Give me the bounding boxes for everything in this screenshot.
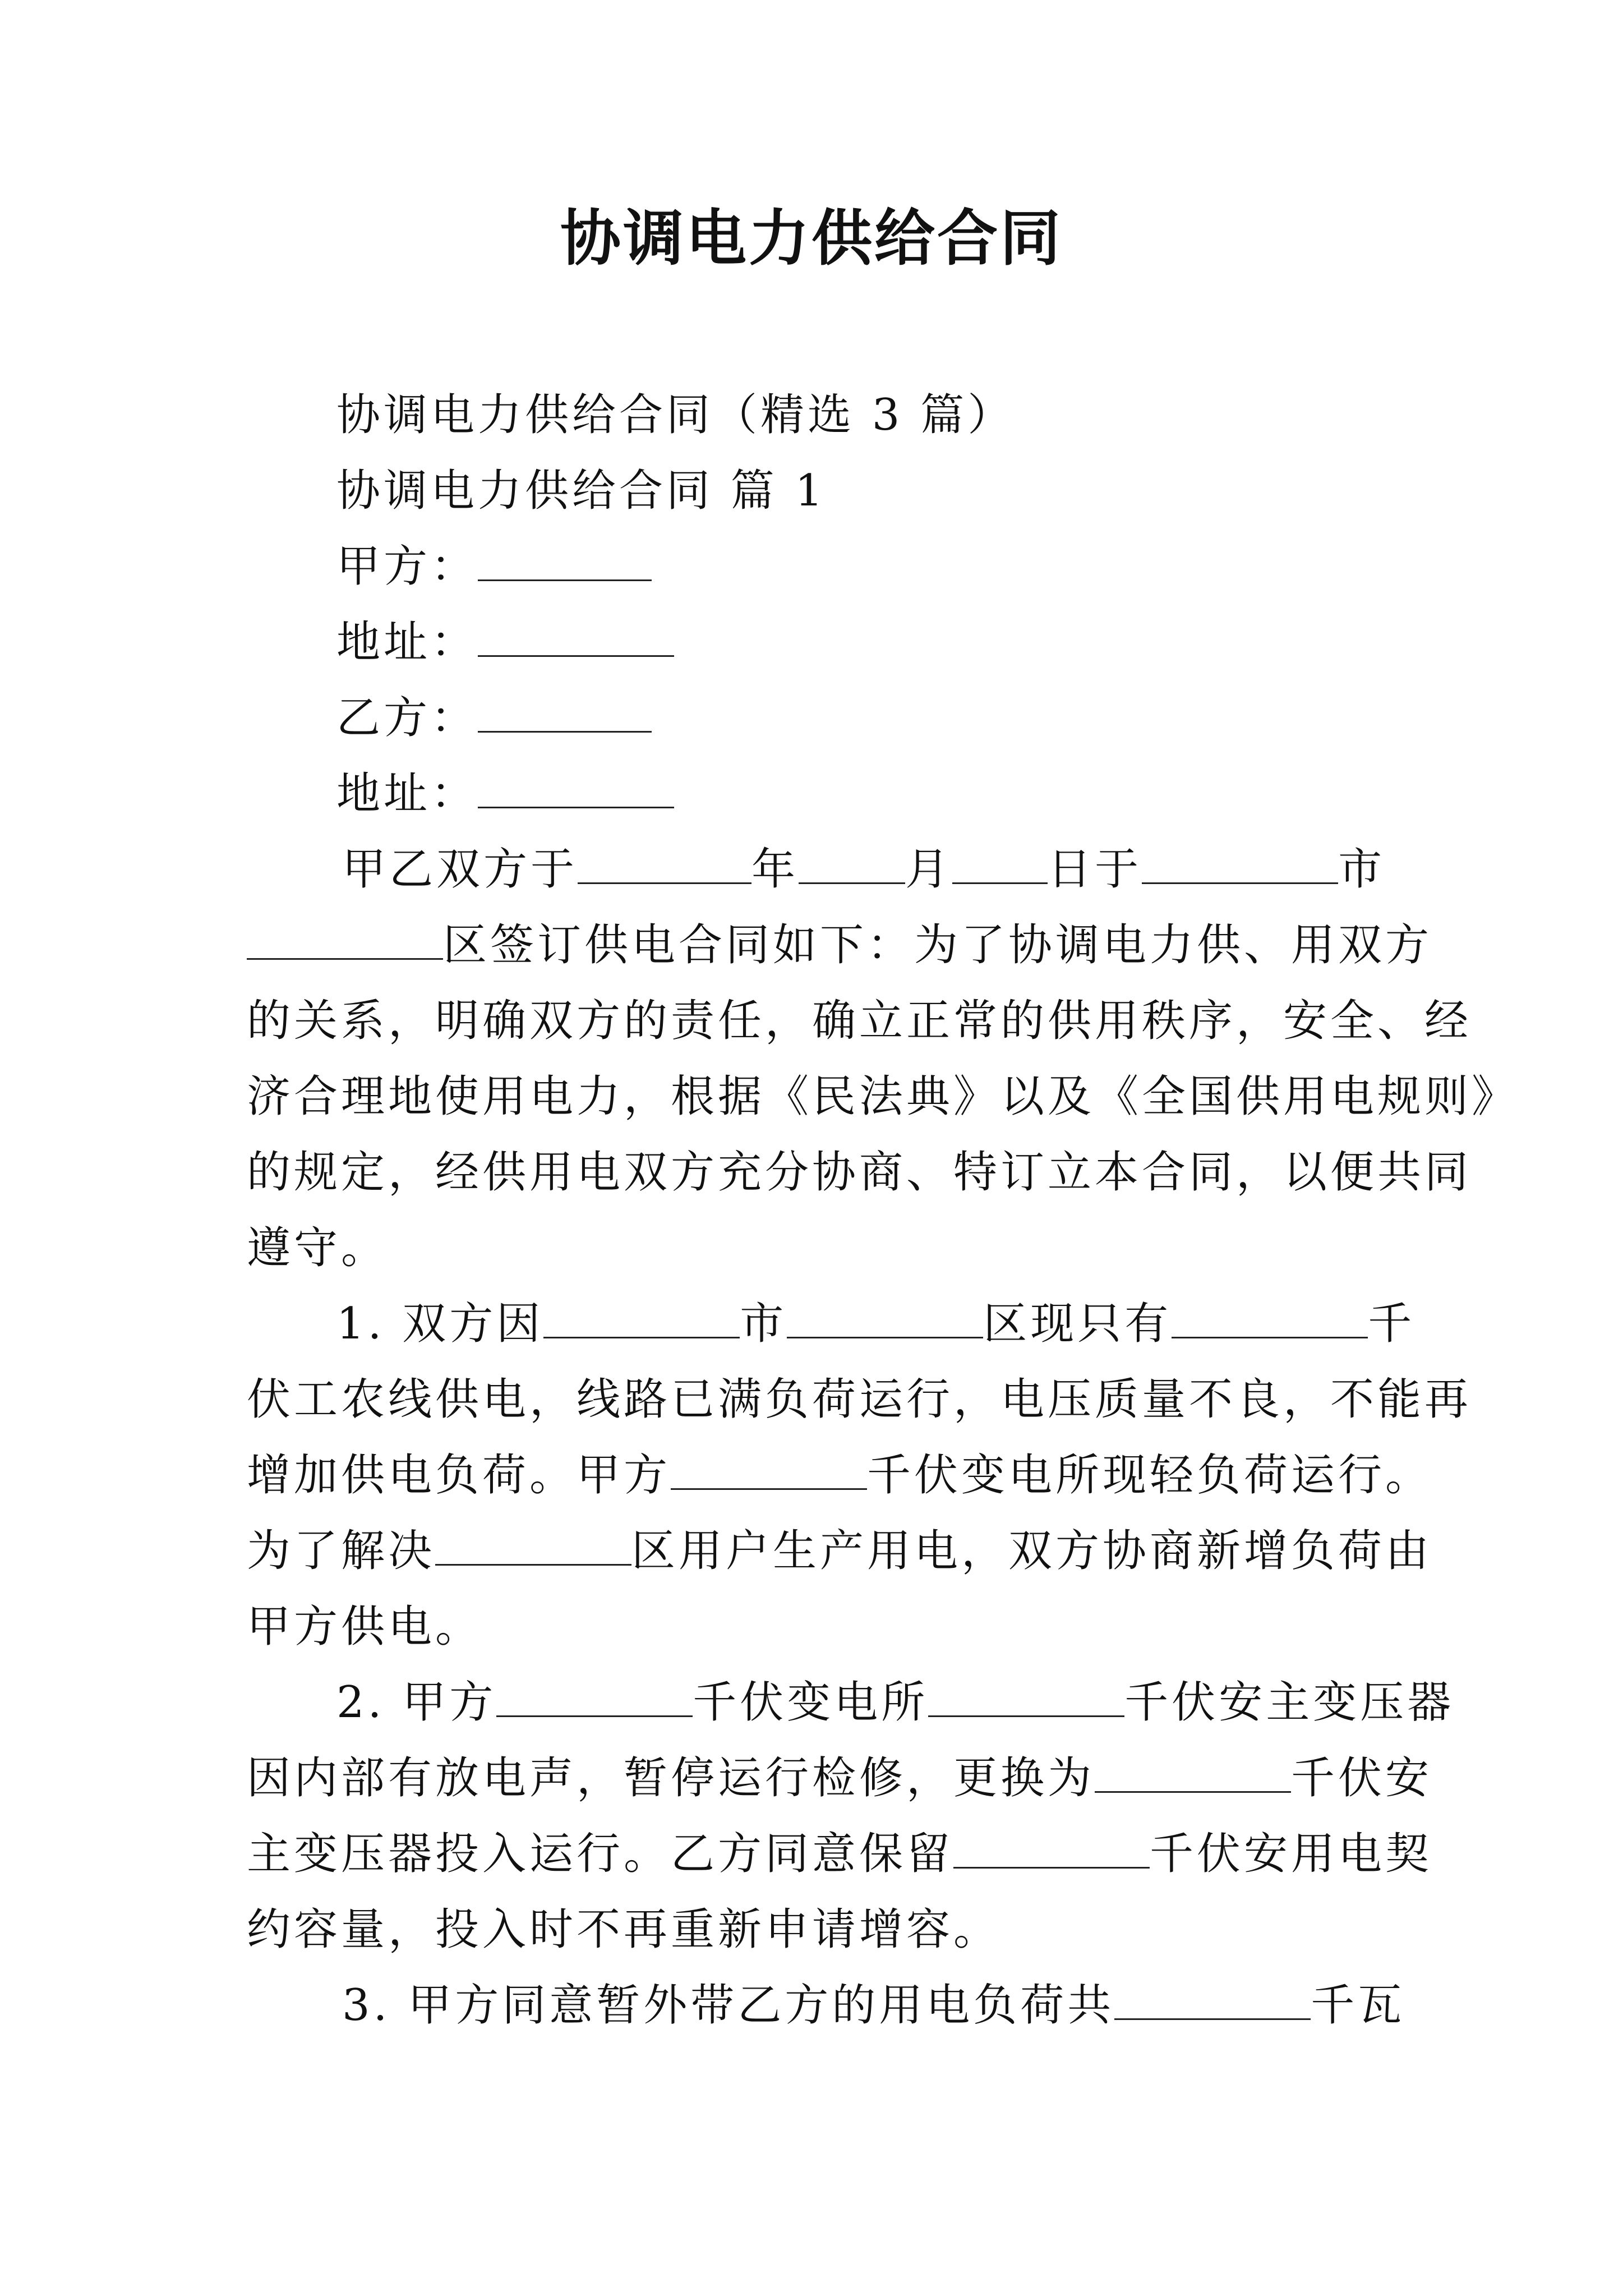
clause1-line-5: 甲方供电。 (247, 1602, 483, 1652)
party-b-label: 乙方： (336, 693, 478, 743)
intro-line-1: 甲乙双方于 年 月 日于 市 (342, 844, 1386, 895)
district-blank (247, 924, 443, 960)
address-b-field (336, 763, 674, 825)
clause1-area-blank (435, 1530, 631, 1566)
clause2-line-3: 主变压器投入运行。乙方同意保留 千伏安用电契 (247, 1829, 1433, 1879)
party-b-blank (478, 697, 652, 733)
subtitle: 协调电力供给合同（精选 3 篇） (336, 390, 1015, 440)
clause2-replace-blank (1095, 1757, 1291, 1793)
clause3-load-blank (1114, 1985, 1311, 2020)
address-b-blank (478, 773, 674, 808)
intro-line-5: 的规定，经供用电双方充分协商、特订立本合同，以便共同 (247, 1147, 1472, 1198)
address-a-field (336, 611, 674, 673)
city-blank (1142, 849, 1338, 884)
clause2-line-4: 约容量，投入时不再重新申请增容。 (247, 1904, 1001, 1955)
month-blank (799, 849, 905, 884)
clause3-line-1: 3. 甲方同意暂外带乙方的用电负荷共 千瓦 (342, 1980, 1405, 2031)
clause1-district-blank (787, 1303, 983, 1338)
clause1-line-2: 伏工农线供电，线路已满负荷运行，电压质量不良，不能再 (247, 1374, 1472, 1425)
clause1-city-blank (543, 1303, 740, 1338)
party-a-blank (478, 546, 652, 581)
party-b-field (336, 687, 652, 749)
document-title: 协调电力供给合同 (560, 203, 1063, 274)
clause1-substation-blank (671, 1455, 867, 1490)
address-b-label: 地址： (336, 769, 478, 819)
year-blank (578, 849, 751, 884)
party-a-field (336, 536, 652, 597)
clause2-kva-blank (928, 1682, 1124, 1717)
clause2-kv-blank (496, 1682, 693, 1717)
intro-line-3: 的关系，明确双方的责任，确立正常的供用秩序，安全、经 (247, 996, 1472, 1046)
clause1-line-3: 增加供电负荷。甲方 千伏变电所现轻负荷运行。 (247, 1450, 1433, 1501)
section-heading: 协调电力供给合同 篇 1 (336, 466, 827, 516)
party-a-label: 甲方： (336, 541, 478, 592)
day-blank (952, 849, 1048, 884)
clause1-line-1: 1. 双方因 市 区现只有 千 (336, 1299, 1415, 1349)
address-a-blank (478, 622, 674, 657)
clause2-line-1: 2. 甲方 千伏变电所 千伏安主变压器 (336, 1677, 1455, 1728)
address-a-label: 地址： (336, 617, 478, 668)
clause2-capacity-blank (953, 1833, 1150, 1869)
intro-line-2: 区签订供电合同如下：为了协调电力供、用双方 (247, 914, 1380, 976)
clause2-line-2: 因内部有放电声，暂停运行检修，更换为 千伏安 (247, 1753, 1433, 1803)
intro-line-4: 济合理地使用电力，根据《民法典》以及《全国供用电规则》 (247, 1071, 1519, 1122)
clause1-line-4: 为了解决 区用户生产用电，双方协商新增负荷由 (247, 1526, 1433, 1576)
clause1-kv-blank (1172, 1303, 1368, 1338)
intro-line-6: 遵守。 (247, 1223, 389, 1273)
